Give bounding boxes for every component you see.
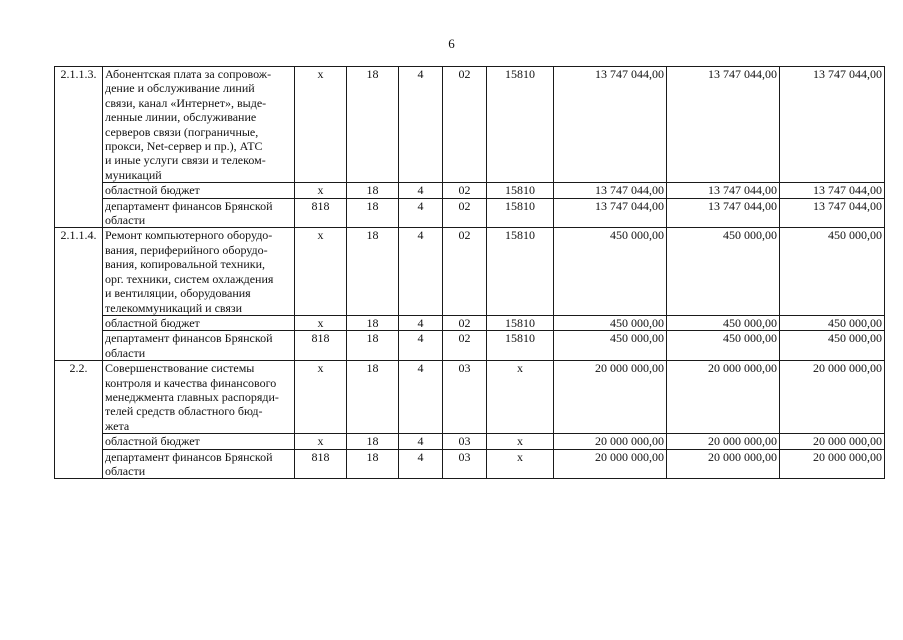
page-number: 6 bbox=[448, 36, 455, 51]
description-cell: областной бюджет bbox=[103, 183, 295, 198]
table-body bbox=[55, 67, 885, 479]
target-code-cell: 02 bbox=[443, 67, 487, 183]
amount-year1-cell: 20 000 000,00 bbox=[554, 434, 667, 449]
expense-type-cell: 15810 bbox=[487, 331, 554, 361]
table-row bbox=[55, 67, 885, 183]
expense-type-cell: 15810 bbox=[487, 315, 554, 330]
amount-year1-cell: 20 000 000,00 bbox=[554, 361, 667, 434]
description-cell: областной бюджет bbox=[103, 315, 295, 330]
amount-year2-cell: 450 000,00 bbox=[667, 315, 780, 330]
target-code-cell: 02 bbox=[443, 183, 487, 198]
amount-year3-cell: 450 000,00 bbox=[780, 228, 885, 315]
amount-year2-cell: 20 000 000,00 bbox=[667, 434, 780, 449]
subsection-cell: 4 bbox=[399, 449, 443, 479]
row-number-cell: 2.1.1.4. bbox=[55, 228, 103, 361]
table-row bbox=[55, 183, 885, 198]
amount-year3-cell: 13 747 044,00 bbox=[780, 67, 885, 183]
expense-type-cell: 15810 bbox=[487, 183, 554, 198]
grbs-cell: x bbox=[295, 361, 347, 434]
expense-type-cell: 15810 bbox=[487, 67, 554, 183]
amount-year2-cell: 13 747 044,00 bbox=[667, 67, 780, 183]
target-code-cell: 02 bbox=[443, 198, 487, 228]
description-cell: областной бюджет bbox=[103, 434, 295, 449]
target-code-cell: 02 bbox=[443, 315, 487, 330]
amount-year3-cell: 450 000,00 bbox=[780, 315, 885, 330]
amount-year2-cell: 13 747 044,00 bbox=[667, 183, 780, 198]
description-cell: Ремонт компьютерного оборудо- вания, периферийного оборудо- вания, копировальной техники, орг. техники, систем охлаждения и вентиляции, оборудования телекоммуникаций и связи bbox=[103, 228, 295, 315]
section-cell: 18 bbox=[347, 331, 399, 361]
subsection-cell: 4 bbox=[399, 228, 443, 315]
row-number-cell: 2.1.1.3. bbox=[55, 67, 103, 228]
subsection-cell: 4 bbox=[399, 198, 443, 228]
section-cell: 18 bbox=[347, 67, 399, 183]
table-row bbox=[55, 228, 885, 315]
target-code-cell: 02 bbox=[443, 331, 487, 361]
table-row bbox=[55, 434, 885, 449]
description-cell: департамент финансов Брянской области bbox=[103, 331, 295, 361]
description-cell: департамент финансов Брянской области bbox=[103, 198, 295, 228]
grbs-cell: 818 bbox=[295, 449, 347, 479]
budget-table bbox=[54, 66, 885, 479]
grbs-cell: x bbox=[295, 315, 347, 330]
grbs-cell: x bbox=[295, 67, 347, 183]
amount-year1-cell: 450 000,00 bbox=[554, 228, 667, 315]
amount-year2-cell: 450 000,00 bbox=[667, 228, 780, 315]
amount-year2-cell: 450 000,00 bbox=[667, 331, 780, 361]
expense-type-cell: x bbox=[487, 361, 554, 434]
section-cell: 18 bbox=[347, 315, 399, 330]
section-cell: 18 bbox=[347, 361, 399, 434]
subsection-cell: 4 bbox=[399, 361, 443, 434]
section-cell: 18 bbox=[347, 198, 399, 228]
amount-year1-cell: 13 747 044,00 bbox=[554, 183, 667, 198]
target-code-cell: 03 bbox=[443, 361, 487, 434]
amount-year1-cell: 450 000,00 bbox=[554, 315, 667, 330]
grbs-cell: 818 bbox=[295, 198, 347, 228]
grbs-cell: x bbox=[295, 434, 347, 449]
amount-year1-cell: 13 747 044,00 bbox=[554, 67, 667, 183]
subsection-cell: 4 bbox=[399, 67, 443, 183]
subsection-cell: 4 bbox=[399, 315, 443, 330]
target-code-cell: 02 bbox=[443, 228, 487, 315]
target-code-cell: 03 bbox=[443, 434, 487, 449]
section-cell: 18 bbox=[347, 434, 399, 449]
target-code-cell: 03 bbox=[443, 449, 487, 479]
amount-year3-cell: 13 747 044,00 bbox=[780, 183, 885, 198]
subsection-cell: 4 bbox=[399, 183, 443, 198]
amount-year3-cell: 450 000,00 bbox=[780, 331, 885, 361]
section-cell: 18 bbox=[347, 449, 399, 479]
amount-year3-cell: 20 000 000,00 bbox=[780, 361, 885, 434]
table-row bbox=[55, 198, 885, 228]
description-cell: Абонентская плата за сопровож- дение и обслуживание линий связи, канал «Интернет», выде- ленные линии, обслуживание серверов связи (пограничные, прокси, Net-сервер и пр.), АТС и иные услуги связи и телеком- муникаций bbox=[103, 67, 295, 183]
amount-year2-cell: 20 000 000,00 bbox=[667, 449, 780, 479]
amount-year1-cell: 13 747 044,00 bbox=[554, 198, 667, 228]
amount-year3-cell: 13 747 044,00 bbox=[780, 198, 885, 228]
section-cell: 18 bbox=[347, 183, 399, 198]
description-cell: Совершенствование системы контроля и качества финансового менеджмента главных распоряди- телей средств областного бюд- жета bbox=[103, 361, 295, 434]
amount-year1-cell: 20 000 000,00 bbox=[554, 449, 667, 479]
amount-year3-cell: 20 000 000,00 bbox=[780, 434, 885, 449]
table-row bbox=[55, 331, 885, 361]
subsection-cell: 4 bbox=[399, 434, 443, 449]
amount-year2-cell: 20 000 000,00 bbox=[667, 361, 780, 434]
grbs-cell: x bbox=[295, 183, 347, 198]
expense-type-cell: 15810 bbox=[487, 228, 554, 315]
description-cell: департамент финансов Брянской области bbox=[103, 449, 295, 479]
table-row bbox=[55, 315, 885, 330]
amount-year3-cell: 20 000 000,00 bbox=[780, 449, 885, 479]
row-number-cell: 2.2. bbox=[55, 361, 103, 479]
grbs-cell: 818 bbox=[295, 331, 347, 361]
amount-year2-cell: 13 747 044,00 bbox=[667, 198, 780, 228]
expense-type-cell: x bbox=[487, 434, 554, 449]
grbs-cell: x bbox=[295, 228, 347, 315]
expense-type-cell: x bbox=[487, 449, 554, 479]
table-row bbox=[55, 361, 885, 434]
section-cell: 18 bbox=[347, 228, 399, 315]
subsection-cell: 4 bbox=[399, 331, 443, 361]
table-row bbox=[55, 449, 885, 479]
expense-type-cell: 15810 bbox=[487, 198, 554, 228]
amount-year1-cell: 450 000,00 bbox=[554, 331, 667, 361]
